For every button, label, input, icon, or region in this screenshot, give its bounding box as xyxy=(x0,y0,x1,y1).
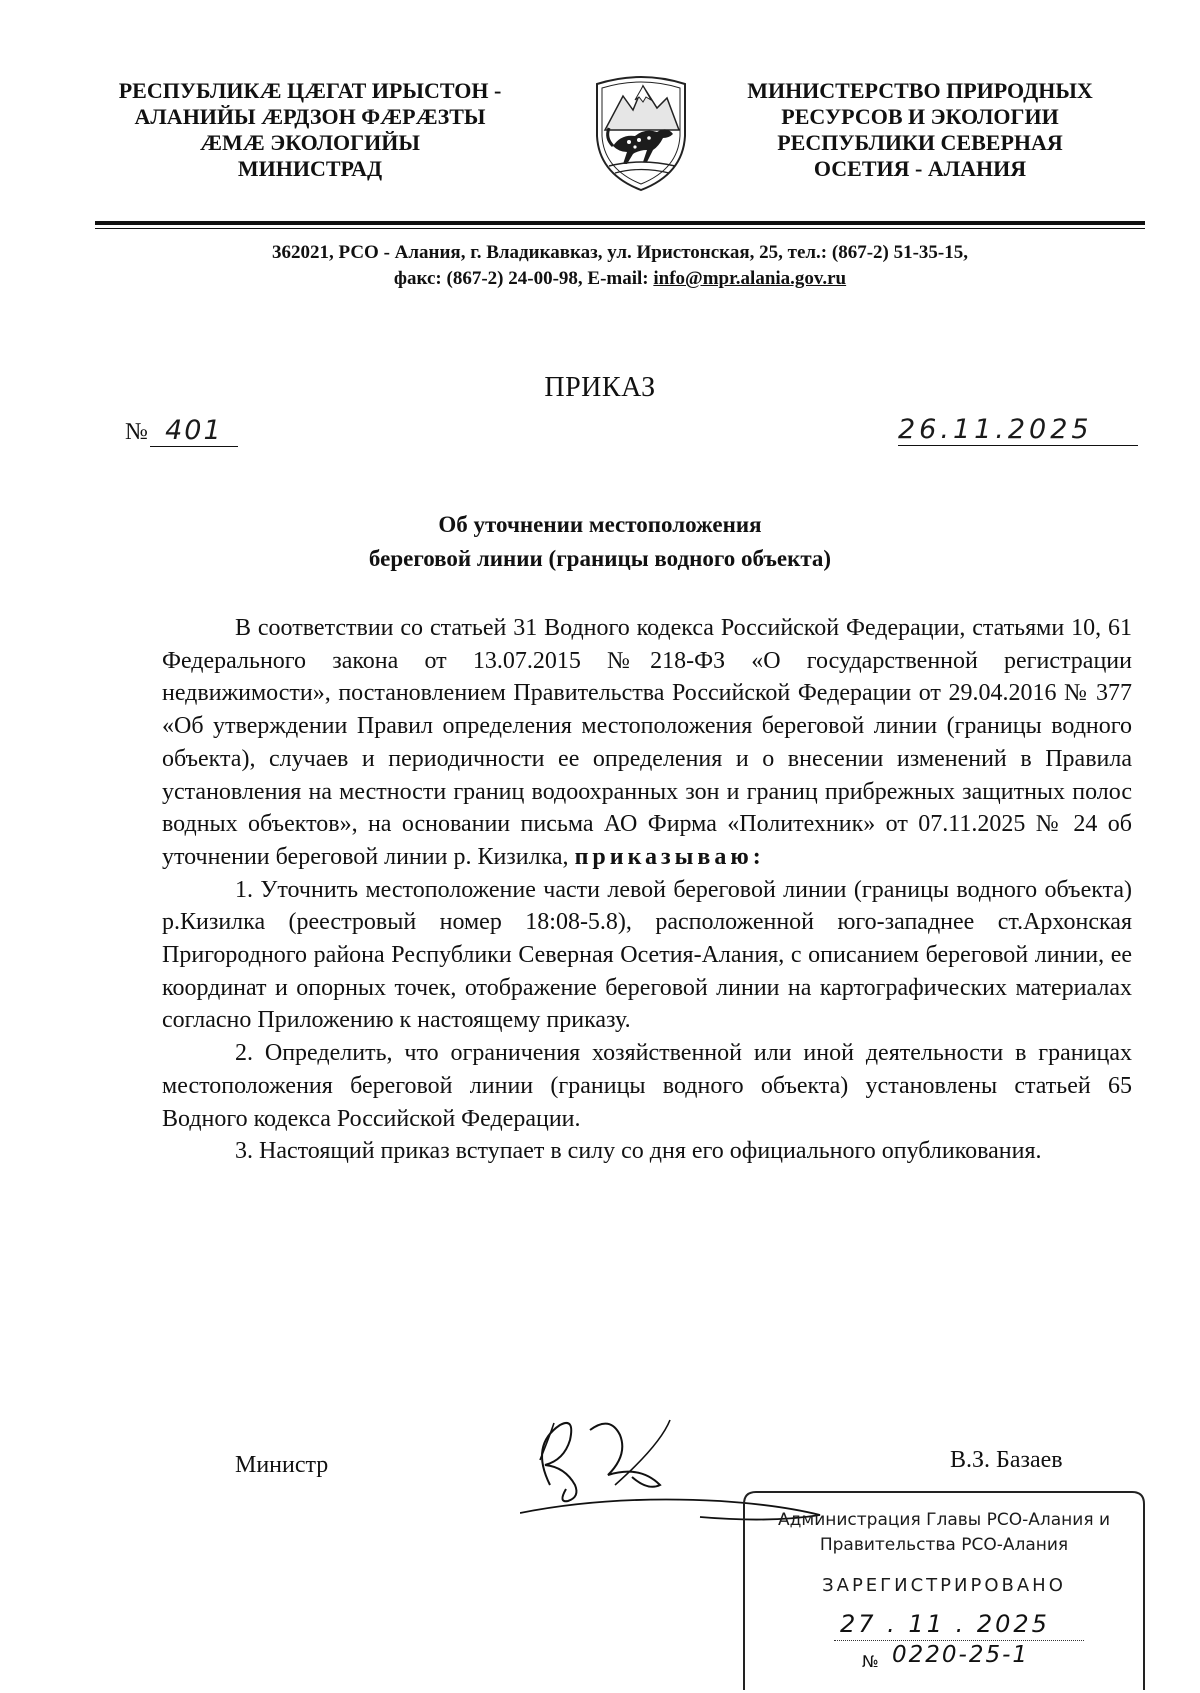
letterhead-line: ÆМÆ ЭКОЛОГИЙЫ xyxy=(200,130,420,155)
stamp-date-handwritten: 27 . 11 . 2025 xyxy=(840,1610,1050,1638)
number-sign: № xyxy=(125,419,148,445)
signatory-name: В.З. Базаев xyxy=(950,1447,1063,1473)
signatory-position: Министр xyxy=(235,1452,329,1478)
order-body xyxy=(162,612,1132,1168)
stamp-org-line: Администрация Главы РСО-Алания и xyxy=(777,1510,1110,1530)
registration-stamp xyxy=(742,1490,1146,1690)
stamp-status: ЗАРЕГИСТРИРОВАНО xyxy=(822,1575,1066,1596)
letterhead-divider xyxy=(95,221,1145,225)
contact-line xyxy=(95,266,1145,292)
order-item: 2. Определить, что ограничения хозяйственной или иной деятельности в границах местоположения береговой линии (границы водного объекта) установлены статьей 65 Водного кодекса Российской Федерации. xyxy=(162,1040,1132,1132)
document-title: ПРИКАЗ xyxy=(544,372,656,403)
coat-of-arms-emblem xyxy=(583,66,699,194)
letterhead-divider-thin xyxy=(95,228,1145,229)
order-number-handwritten: 401 xyxy=(150,415,238,447)
stamp-date-underline xyxy=(834,1640,1084,1641)
ministry-address xyxy=(95,240,1145,292)
order-number xyxy=(125,415,238,447)
order-directive: приказываю: xyxy=(574,843,765,870)
preamble-text: В соответствии со статьей 31 Водного кодекса Российской Федерации, статьями 10, 61 Федерального закона от 13.07.2015 №218-ФЗ «О государственной регистрации недвижимости», постановлением Правительства Российской Федерации от 29.04.2016 № 377 «Об утверждении Правил определения местоположения береговой линии (границы водного объекта), случаев и периодичности ее определения и о внесении изменений в Правила установления на местности границ водоохранных зон и границ прибрежных защитных полос водных объектов», на основании письма АО Фирма «Политехник» от 07.11.2025 № 24 об уточнении береговой линии р. Кизилка, xyxy=(162,615,1132,870)
address-line: 362021, РСО - Алания, г. Владикавказ, ул. Иристонская, 25, тел.: (867-2) 51-35-15, xyxy=(271,242,968,263)
letterhead-line: МИНИСТРАД xyxy=(237,156,383,181)
letterhead-line: МИНИСТЕРСТВО ПРИРОДНЫХ xyxy=(747,78,1093,103)
order-item: 1. Уточнить местоположение части левой береговой линии (границы водного объекта) р.Кизилка (реестровый номер 18:08-5.8), расположенной юго-западнее ст.Архонская Пригородного района Республики Северная Осетия-Алания, с описанием береговой линии, ее координат и опорных точек, отображение береговой линии на картографических материалах согласно Приложению к настоящему приказу. xyxy=(162,876,1132,1034)
order-subject xyxy=(0,508,1200,576)
order-item: 3. Настоящий приказ вступает в силу со дня его официального опубликования. xyxy=(235,1138,1042,1165)
subject-line: Об уточнении местоположения xyxy=(438,512,762,537)
subject-line: береговой линии (границы водного объекта) xyxy=(368,546,832,571)
stamp-number-handwritten: 0220-25-1 xyxy=(892,1642,1030,1668)
stamp-org-line: Правительства РСО-Алания xyxy=(819,1535,1069,1555)
letterhead-line: АЛАНИЙЫ ÆРДЗОН ФÆРÆЗТЫ xyxy=(134,104,486,129)
stamp-number-sign: № xyxy=(862,1652,879,1671)
letterhead-line: РЕСПУБЛИКÆ ЦÆГАТ ИРЫСТОН - xyxy=(118,78,502,103)
fax-text: факс: (867-2) 24-00-98, E-mail: xyxy=(393,268,654,289)
letterhead-line: РЕСПУБЛИКИ СЕВЕРНАЯ xyxy=(777,130,1063,155)
preamble-paragraph xyxy=(162,612,1132,874)
email-link[interactable]: info@mpr.alania.gov.ru xyxy=(653,268,847,289)
order-date-handwritten: 26.11.2025 xyxy=(898,414,1138,446)
letterhead-line: РЕСУРСОВ И ЭКОЛОГИИ xyxy=(781,104,1059,129)
letterhead-ossetian xyxy=(110,78,510,182)
letterhead-line: ОСЕТИЯ - АЛАНИЯ xyxy=(813,156,1027,181)
letterhead-russian xyxy=(720,78,1120,182)
